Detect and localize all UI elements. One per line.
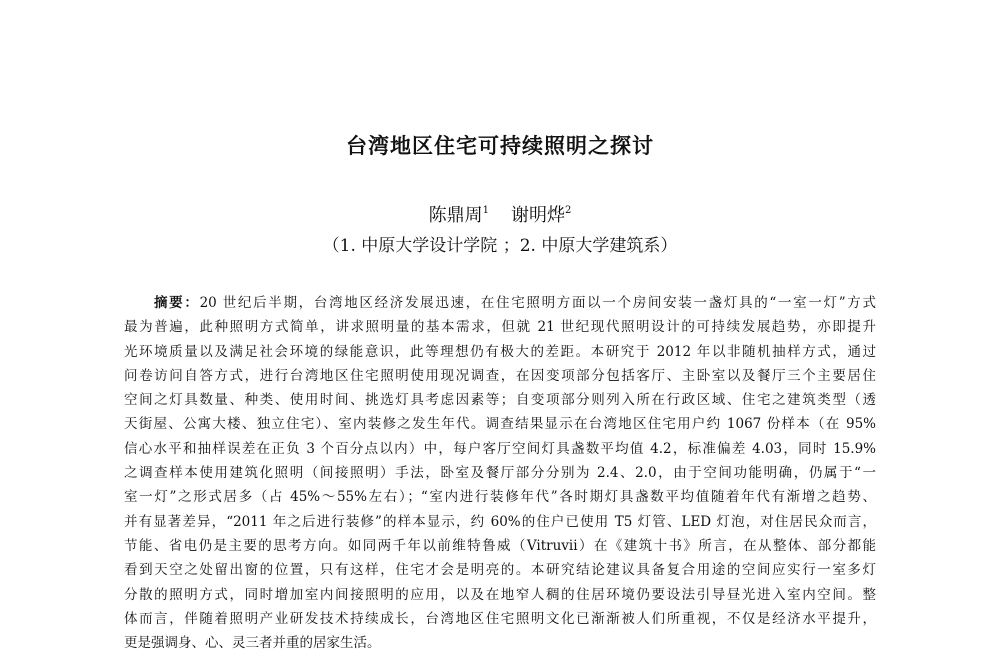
- author-affiliation-mark: 1: [482, 205, 489, 216]
- author-name: 陈鼎周: [428, 205, 483, 226]
- abstract: [124, 291, 876, 655]
- abstract-line: 分散的照明方式，同时增加室内间接照明的应用，以及在地窄人稠的住居环境仍要设法引导昼光进入室内空间。整: [124, 586, 876, 603]
- abstract-line: 体而言，伴随着照明产业研发技术持续成长，台湾地区住宅照明文化已渐渐被人们所重视，不仅是经济水平提升，: [124, 610, 876, 627]
- abstract-line: 空间之灯具数量、种类、使用时间、挑选灯具考虑因素等；自变项部分则列入所在行政区域、住宅之建筑类型（透: [124, 392, 876, 409]
- abstract-line: 之调查样本使用建筑化照明（间接照明）手法，卧室及餐厅部分分别为 2.4、2.0，由于空间功能明确，仍属于“一: [124, 465, 876, 482]
- author-list: [0, 201, 1000, 227]
- affiliation: （1. 中原大学设计学院 ；2. 中原大学建筑系）: [322, 236, 678, 256]
- author-affiliation-mark: 2: [565, 205, 572, 216]
- author-name: 谢明烨: [511, 205, 565, 226]
- author-1: [429, 201, 489, 227]
- abstract-label: 摘要：: [154, 295, 200, 311]
- paper-title: 台湾地区住宅可持续照明之探讨: [346, 134, 654, 158]
- abstract-line: 室一灯”之形式居多（占 45%～55%左右）；“室内进行装修年代”各时期灯具盏数平均值随着年代有渐增之趋势、: [124, 489, 876, 506]
- abstract-line: 最为普遍，此种照明方式简单，讲求照明量的基本需求，但就 21 世纪现代照明设计的可持续发展趋势，亦即提升: [124, 319, 876, 336]
- abstract-line: 更是强调身、心、灵三者并重的居家生活。: [124, 635, 381, 652]
- abstract-line: 看到天空之处留出窗的位置，只有这样，住宅才会是明亮的。本研究结论建议具备复合用途的空间应实行一室多灯: [124, 562, 876, 579]
- abstract-line: 信心水平和抽样误差在正负 3 个百分点以内）中，每户客厅空间灯具盏数平均值 4.2，标准偏差 4.03，同时 15.9%: [124, 440, 876, 457]
- abstract-text: 20 世纪后半期，台湾地区经济发展迅速，在住宅照明方面以一个房间安装一盏灯具的“一室一灯”方式: [199, 295, 876, 311]
- abstract-line: 并有显著差异，“2011 年之后进行装修”的样本显示，约 60%的住户已使用 T5 灯管、LED 灯泡，对住居民众而言，: [124, 513, 876, 530]
- abstract-line: 天街屋、公寓大楼、独立住宅）、室内装修之发生年代。调查结果显示在台湾地区住宅用户约 1067 份样本（在 95%: [124, 416, 876, 433]
- author-2: [511, 201, 571, 227]
- abstract-line: 问卷访问自答方式，进行台湾地区住宅照明使用现况调查，在因变项部分包括客厅、主卧室以及餐厅三个主要居住: [124, 367, 876, 384]
- abstract-line: 光环境质量以及满足社会环境的绿能意识，此等理想仍有极大的差距。本研究于 2012 年以非随机抽样方式，通过: [124, 343, 876, 360]
- abstract-line: 节能、省电仍是主要的思考方向。如同两千年以前维特鲁威（Vitruvii）在《建筑十书》所言，在从整体、部分都能: [124, 537, 876, 554]
- abstract-line: [124, 291, 876, 315]
